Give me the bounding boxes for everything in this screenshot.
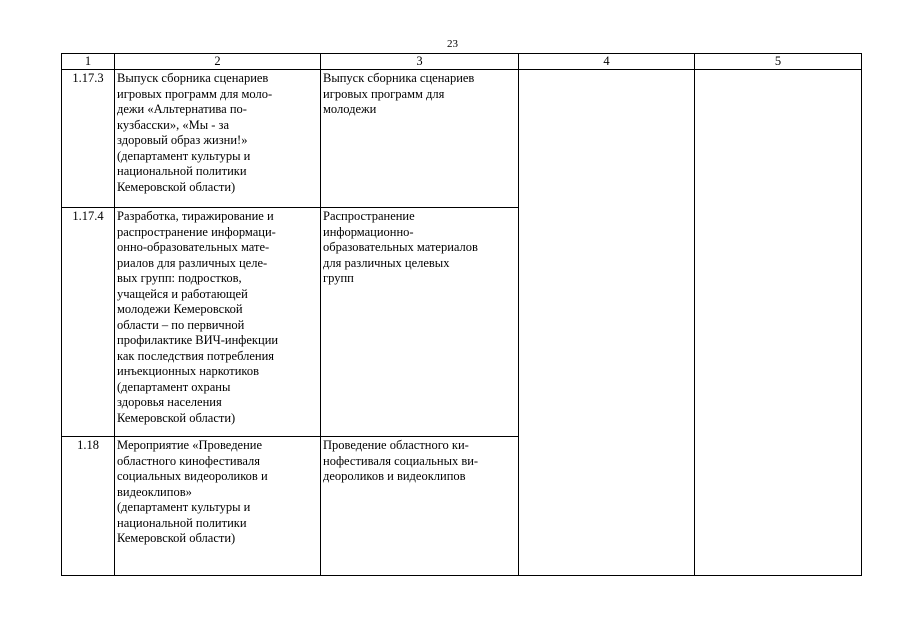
row-number: 1.17.3 bbox=[62, 70, 115, 208]
header-row bbox=[62, 54, 862, 70]
row-number: 1.17.4 bbox=[62, 208, 115, 437]
column-header-2: 2 bbox=[115, 54, 321, 70]
activity-description: Выпуск сборника сценариев игровых программ для моло- дежи «Альтернатива по- кузбасски», «Мы - за здоровый образ жизни!» (департамент культуры и национальной политики Кемеровской области) bbox=[115, 70, 321, 208]
activity-result: Распространение информационно- образовательных материалов для различных целевых групп bbox=[321, 208, 519, 437]
activity-result: Проведение областного ки- нофестиваля социальных ви- деороликов и видеоклипов bbox=[321, 437, 519, 576]
page-number: 23 bbox=[447, 38, 458, 50]
column-header-5: 5 bbox=[695, 54, 862, 70]
table-row bbox=[62, 70, 862, 208]
row-number: 1.18 bbox=[62, 437, 115, 576]
activity-description: Мероприятие «Проведение областного кинофестиваля социальных видеороликов и видеоклипов» (департамент культуры и национальной политики Кемеровской области) bbox=[115, 437, 321, 576]
activity-description: Разработка, тиражирование и распространение информаци- онно-образовательных мате- риалов для различных целе- вых групп: подростков, учащейся и работающей молодежи Кемеровской области – по первичной профилактике ВИЧ-инфекции как последствия потребления инъекционных наркотиков (департамент охраны здоровья населения Кемеровской области) bbox=[115, 208, 321, 437]
program-table bbox=[61, 53, 862, 576]
column-header-1: 1 bbox=[62, 54, 115, 70]
column-header-4: 4 bbox=[519, 54, 695, 70]
activity-result: Выпуск сборника сценариев игровых программ для молодежи bbox=[321, 70, 519, 208]
column-4-cell bbox=[519, 70, 695, 576]
column-5-cell bbox=[695, 70, 862, 576]
column-header-3: 3 bbox=[321, 54, 519, 70]
